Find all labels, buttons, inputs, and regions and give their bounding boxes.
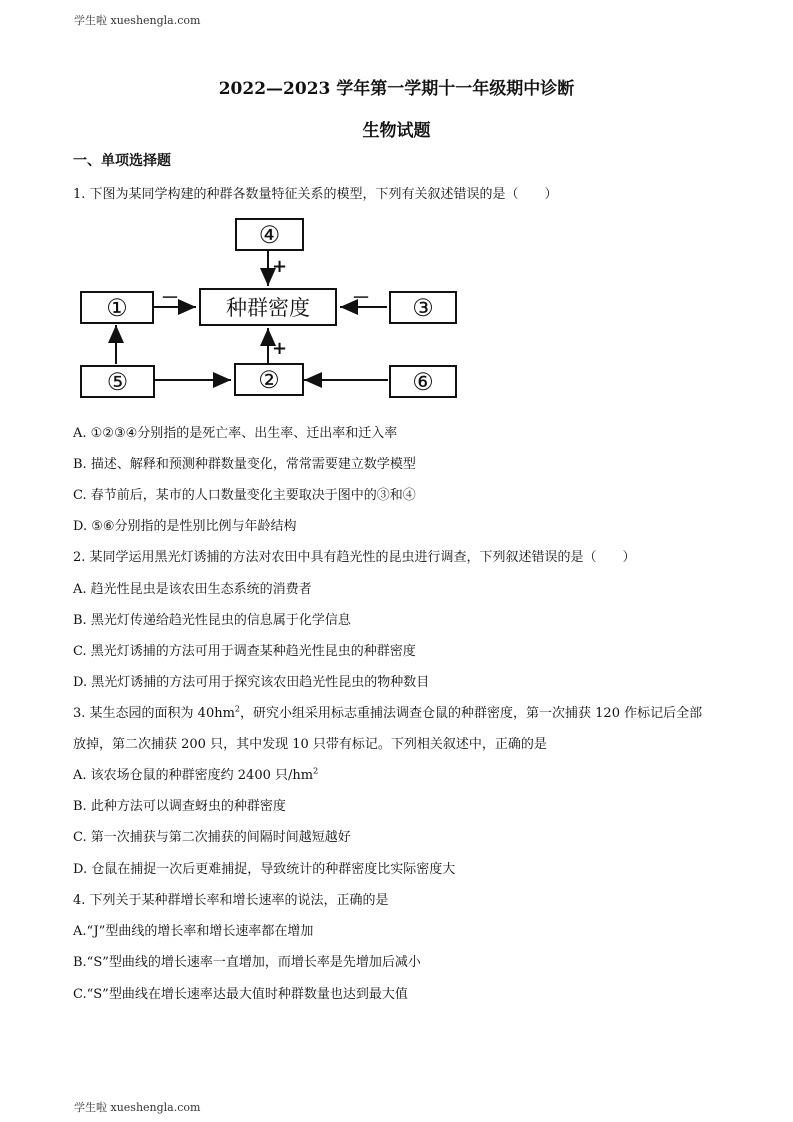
box-2: ② <box>234 363 304 396</box>
sign-plus-4: + <box>272 256 288 277</box>
question-3-option-a-text: A. 该农场仓鼠的种群密度约 2400 只/hm <box>73 768 314 783</box>
sign-minus-3: － <box>352 288 370 309</box>
sign-plus-2: + <box>272 338 288 359</box>
question-3-stem-part2: ，研究小组采用标志重捕法调查仓鼠的种群密度，第一次捕获 120 作标记后全部 <box>240 706 703 721</box>
question-4-stem: 4. 下列关于某种群增长率和增长速率的说法，正确的是 <box>73 893 389 908</box>
question-3-option-a-superscript: 2 <box>313 766 319 776</box>
question-3-area-superscript: 2 <box>234 704 241 714</box>
question-1-option-a: A. ①②③④分别指的是死亡率、出生率、迁出率和迁入率 <box>73 426 398 441</box>
question-3-option-d: D. 仓鼠在捕捉一次后更难捕捉，导致统计的种群密度比实际密度大 <box>73 862 456 877</box>
footer-site: 学生啦 xueshengla.com <box>74 1101 201 1114</box>
question-2-option-a: A. 趋光性昆虫是该农田生态系统的消费者 <box>73 582 312 597</box>
exam-title: 2022—2023 学年第一学期十一年级期中诊断 <box>218 79 575 99</box>
question-3-option-b: B. 此种方法可以调查蚜虫的种群密度 <box>73 799 286 814</box>
question-1-option-d: D. ⑤⑥分别指的是性别比例与年龄结构 <box>73 519 297 534</box>
question-1-option-c: C. 春节前后，某市的人口数量变化主要取决于图中的③和④ <box>73 488 416 503</box>
box-6: ⑥ <box>389 365 457 398</box>
question-3-option-a <box>73 764 318 783</box>
question-1-option-b: B. 描述、解释和预测种群数量变化，常常需要建立数学模型 <box>73 457 416 472</box>
diagram-arrows <box>0 0 793 420</box>
box-3: ③ <box>389 291 457 324</box>
box-5: ⑤ <box>80 365 155 398</box>
section-heading: 一、单项选择题 <box>73 153 171 169</box>
sign-minus-1: － <box>161 288 179 309</box>
box-4: ④ <box>235 218 304 251</box>
question-2-option-c: C. 黑光灯诱捕的方法可用于调查某种趋光性昆虫的种群密度 <box>73 644 416 659</box>
question-1-stem: 1. 下图为某同学构建的种群各数量特征关系的模型，下列有关叙述错误的是（ ） <box>73 187 558 202</box>
box-1: ① <box>80 291 154 324</box>
question-4-option-c: C.“S”型曲线在增长速率达最大值时种群数量也达到最大值 <box>73 987 408 1002</box>
header-site: 学生啦 xueshengla.com <box>74 14 201 27</box>
question-2-option-d: D. 黑光灯诱捕的方法可用于探究该农田趋光性昆虫的物种数目 <box>73 675 430 690</box>
question-3-option-c: C. 第一次捕获与第二次捕获的间隔时间越短越好 <box>73 830 351 845</box>
question-4-option-b: B.“S”型曲线的增长速率一直增加，而增长率是先增加后减小 <box>73 955 421 970</box>
question-4-option-a: A.“J”型曲线的增长率和增长速率都在增加 <box>73 924 314 939</box>
question-3-stem-line1 <box>73 702 702 721</box>
question-2-stem: 2. 某同学运用黑光灯诱捕的方法对农田中具有趋光性的昆虫进行调查，下列叙述错误的是（ ） <box>73 550 636 565</box>
question-3-stem-part1: 3. 某生态园的面积为 40hm <box>73 706 235 721</box>
exam-subtitle: 生物试题 <box>362 121 431 141</box>
question-3-stem-line2: 放掉，第二次捕获 200 只，其中发现 10 只带有标记。下列相关叙述中，正确的是 <box>73 737 547 752</box>
question-2-option-b: B. 黑光灯传递给趋光性昆虫的信息属于化学信息 <box>73 613 351 628</box>
box-population-density: 种群密度 <box>199 288 337 326</box>
